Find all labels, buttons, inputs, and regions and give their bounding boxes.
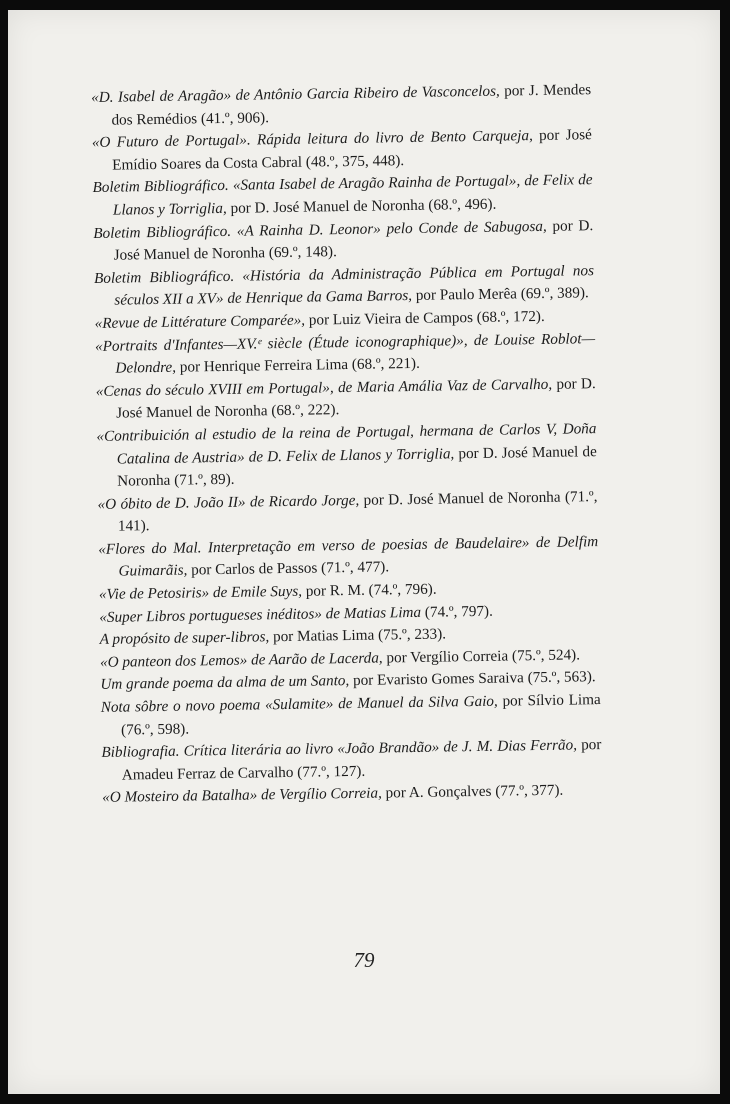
bibliography-entry: «O panteon dos Lemos» de Aarão de Lacerda, por Vergílio Correia (75.º, 524). xyxy=(99,646,581,671)
bibliography-entry: «Flores do Mal. Interpretação em verso de poesias de Baudelaire» de Delfim Guimarãis, por Carlos de Passos (71.º, 477). xyxy=(98,532,599,581)
bibliography-entry: A propósito de super-libros, por Matias Lima (75.º, 233). xyxy=(99,625,447,649)
bibliography-entry: Boletim Bibliográfico. «Santa Isabel de Aragão Rainha de Portugal», de Felix de Llanos y Torriglia, por D. José Manuel de Noronha (68.º, 496). xyxy=(92,171,593,219)
bibliography-entry: Bibliografia. Crítica literária ao livro «João Brandão» de J. M. Dias Ferrão, por Amadeu Ferraz de Carvalho (77.º, 127). xyxy=(101,736,602,784)
bibliography-entry: Nota sôbre o novo poema «Sulamite» de Manuel da Silva Gaio, por Sílvio Lima (76.º, 598). xyxy=(100,691,601,739)
bibliography-entry: «Cenas do século XVIII em Portugal», de Maria Amália Vaz de Carvalho, por D. José Manuel de Noronha (68.º, 222). xyxy=(95,374,596,422)
bibliography-entry: «O óbito de D. João II» de Ricardo Jorge, por D. José Manuel de Noronha (71.º, 141). xyxy=(97,487,598,535)
page-number: 79 xyxy=(353,948,375,972)
bibliography-entry: Boletim Bibliográfico. «História da Administração Pública em Portugal nos séculos XII a XV» de Henrique da Gama Barros, por Paulo Merêa (69.º, 389). xyxy=(93,261,595,310)
bibliography-entry: «Super Libros portugueses inéditos» de Matias Lima (74.º, 797). xyxy=(99,602,493,626)
bibliography-entry: «Portraits d'Infantes—XV.ᵉ siècle (Étude iconographique)», de Louise Roblot—Delondre, por Henrique Ferreira Lima (68.º, 221). xyxy=(94,329,596,377)
bibliography-entry: «O Mosteiro da Batalha» de Vergílio Correia, por A. Gonçalves (77.º, 377). xyxy=(102,782,564,807)
bibliography-entry: «D. Isabel de Aragão» de Antônio Garcia Ribeiro de Vasconcelos, por J. Mendes dos Remédios (41.º, 906). xyxy=(91,81,592,129)
bibliography-entry: «Vie de Petosiris» de Emile Suys, por R. M. (74.º, 796). xyxy=(98,580,437,603)
bibliography-entry: «Contribuición al estudio de la reina de Portugal, hermana de Carlos V, Doña Catalina de Austria» de D. Felix de Llanos y Torriglia, por D. José Manuel de Noronha (71.º, 89). xyxy=(96,420,597,490)
bibliography-entry: Boletim Bibliográfico. «A Rainha D. Leonor» pelo Conde de Sabugosa, por D. José Manuel de Noronha (69.º, 148). xyxy=(93,216,594,264)
bibliography-entry: «O Futuro de Portugal». Rápida leitura do livro de Bento Carqueja, por José Emídio Soares da Costa Cabral (48.º, 375, 448). xyxy=(91,126,592,174)
bibliography-list xyxy=(91,79,602,810)
bibliography-entry: Um grande poema da alma de um Santo, por Evaristo Gomes Saraiva (75.º, 563). xyxy=(100,668,596,694)
scanned-page xyxy=(8,10,720,1094)
bibliography-entry: «Revue de Littérature Comparée», por Luiz Vieira de Campos (68.º, 172). xyxy=(94,307,545,332)
